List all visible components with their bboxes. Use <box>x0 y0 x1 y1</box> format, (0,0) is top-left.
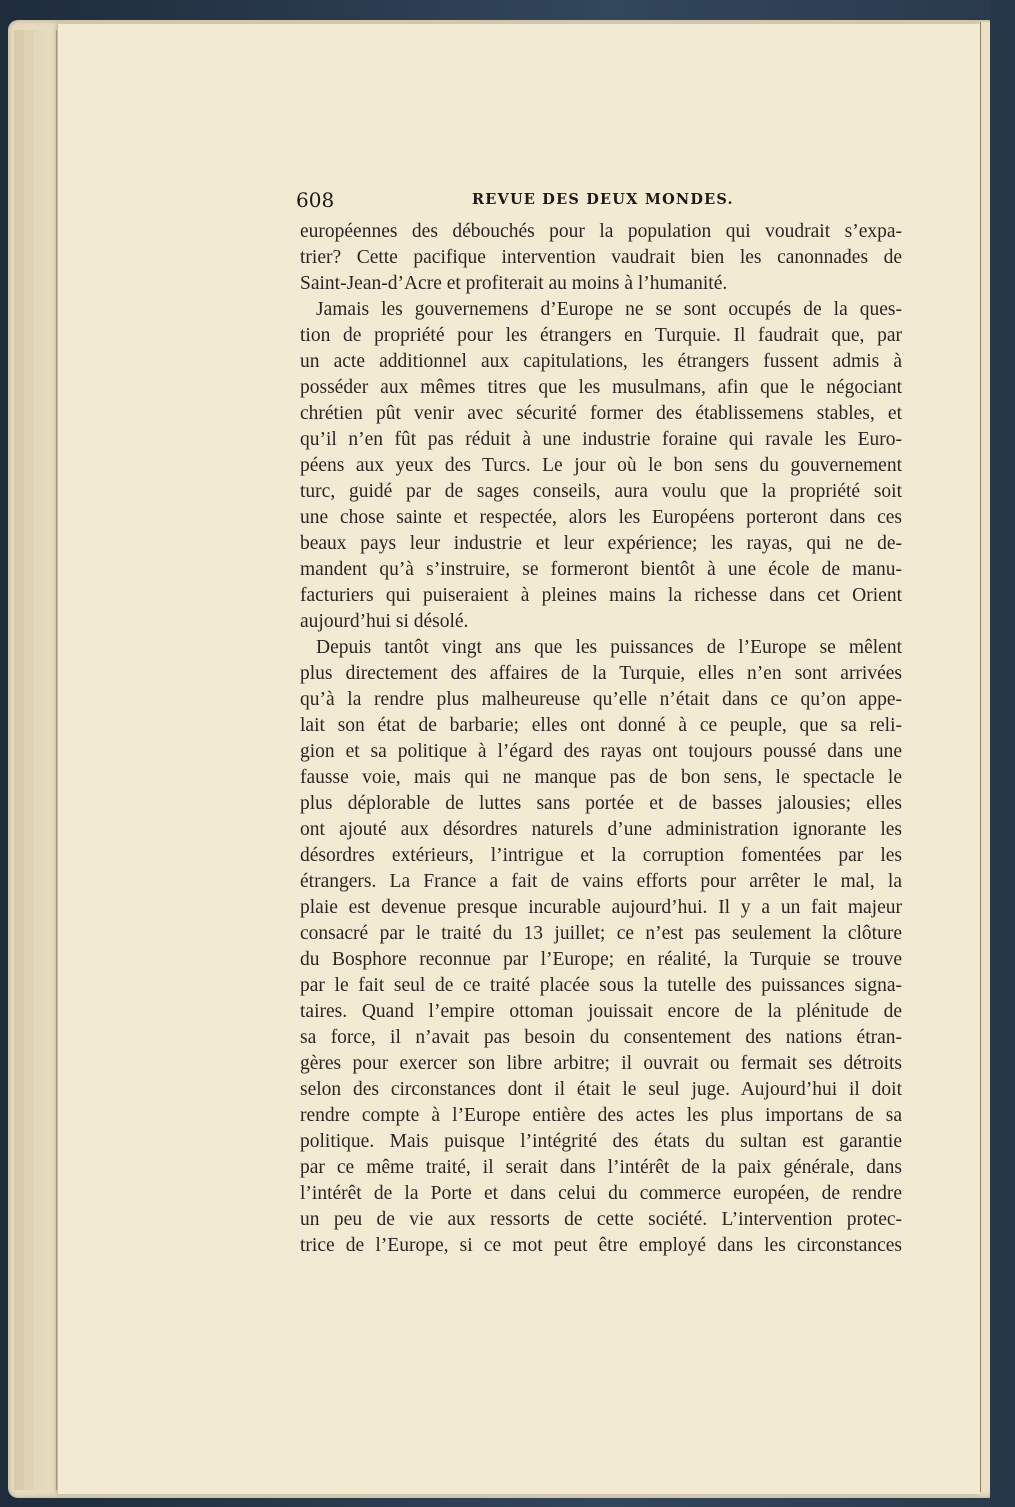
text-line: qu’il n’en fût pas réduit à une industrie foraine qui ravale les Euro- <box>300 429 902 450</box>
text-line: gion et sa politique à l’égard des rayas ont toujours poussé dans une <box>300 741 902 762</box>
text-line: mandent qu’à s’instruire, se formeront bientôt à une école de manu- <box>300 559 902 580</box>
text-line: plus directement des affaires de la Turquie, elles n’en sont arrivées <box>300 663 902 684</box>
text-line: tion de propriété pour les étrangers en Turquie. Il faudrait que, par <box>300 325 902 346</box>
text-line: ont ajouté aux désordres naturels d’une administration ignorante les <box>300 819 902 840</box>
text-line: rendre compte à l’Europe entière des actes les plus importans de sa <box>300 1105 902 1126</box>
page-number: 608 <box>296 188 335 212</box>
text-line: lait son état de barbarie; elles ont donné à ce peuple, que sa reli- <box>300 715 902 736</box>
text-line: selon des circonstances dont il était le seul juge. Aujourd’hui il doit <box>300 1079 902 1100</box>
text-line: posséder aux mêmes titres que les musulmans, afin que le négociant <box>300 377 902 398</box>
text-line: européennes des débouchés pour la population qui voudrait s’expa- <box>300 221 902 242</box>
text-line: trier? Cette pacifique intervention vaudrait bien les canonnades de <box>300 247 902 268</box>
paragraph <box>300 219 902 297</box>
text-line: l’intérêt de la Porte et dans celui du commerce européen, de rendre <box>300 1183 902 1204</box>
text-line: Jamais les gouvernemens d’Europe ne se sont occupés de la ques- <box>316 299 902 320</box>
text-line: désordres extérieurs, l’intrigue et la corruption fomentées par les <box>300 845 902 866</box>
text-line: Saint-Jean-d’Acre et profiterait au moins à l’humanité. <box>300 273 728 294</box>
text-line: un acte additionnel aux capitulations, les étrangers fussent admis à <box>300 351 902 372</box>
text-line: taires. Quand l’empire ottoman jouissait encore de la plénitude de <box>300 1001 902 1022</box>
text-line: une chose sainte et respectée, alors les Européens porteront dans ces <box>300 507 902 528</box>
text-line: Depuis tantôt vingt ans que les puissances de l’Europe se mêlent <box>316 637 902 658</box>
text-line: aujourd’hui si désolé. <box>300 611 469 632</box>
text-line: péens aux yeux des Turcs. Le jour où le bon sens du gouvernement <box>300 455 902 476</box>
text-line: consacré par le traité du 13 juillet; ce n’est pas seulement la clôture <box>300 923 902 944</box>
text-line: par ce même traité, il serait dans l’intérêt de la paix générale, dans <box>300 1157 902 1178</box>
text-line: fausse voie, mais qui ne manque pas de bon sens, le spectacle le <box>300 767 902 788</box>
text-line: plus déplorable de luttes sans portée et de basses jalousies; elles <box>300 793 902 814</box>
text-line: politique. Mais puisque l’intégrité des états du sultan est garantie <box>300 1131 902 1152</box>
page-edge <box>44 30 57 1490</box>
right-background-strip <box>990 0 1015 1507</box>
running-head: REVUE DES DEUX MONDES. <box>472 191 734 208</box>
text-line: par le fait seul de ce traité placée sous la tutelle des puissances signa- <box>300 975 902 996</box>
text-line: étrangers. La France a fait de vains efforts pour arrêter le mal, la <box>300 871 902 892</box>
text-line: sa force, il n’avait pas besoin du consentement des nations étran- <box>300 1027 902 1048</box>
text-line: plaie est devenue presque incurable aujourd’hui. Il y a un fait majeur <box>300 897 902 918</box>
text-line: turc, guidé par de sages conseils, aura voulu que la propriété soit <box>300 481 902 502</box>
text-line: trice de l’Europe, si ce mot peut être employé dans les circonstances <box>300 1235 902 1256</box>
page-header <box>296 187 902 213</box>
text-line: chrétien pût venir avec sécurité former des établissemens stables, et <box>300 403 902 424</box>
body-text <box>300 219 902 1259</box>
text-line: facturiers qui puiseraient à pleines mains la richesse dans cet Orient <box>300 585 902 606</box>
text-line: qu’à la rendre plus malheureuse qu’elle n’était dans ce qu’on appe- <box>300 689 902 710</box>
text-line: gères pour exercer son libre arbitre; il ouvrait ou fermait ses détroits <box>300 1053 902 1074</box>
text-line: du Bosphore reconnue par l’Europe; en réalité, la Turquie se trouve <box>300 949 902 970</box>
text-line: beaux pays leur industrie et leur expérience; les rayas, qui ne de- <box>300 533 902 554</box>
text-line: un peu de vie aux ressorts de cette société. L’intervention protec- <box>300 1209 902 1230</box>
paragraph <box>300 635 902 1259</box>
paragraph <box>300 297 902 635</box>
